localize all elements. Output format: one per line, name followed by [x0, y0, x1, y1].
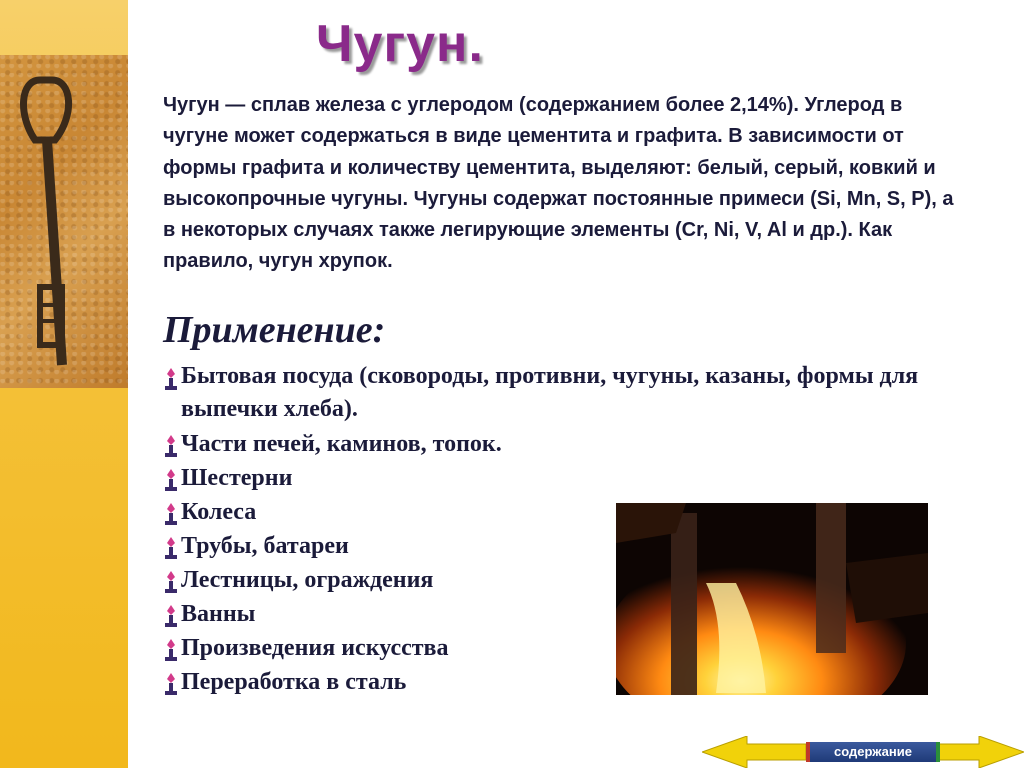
intro-paragraph: Чугун — сплав железа с углеродом (содержанием более 2,14%). Углерод в чугуне может содержаться в виде цементита и графита. В зависимости от формы графита и количеству цементита, выделяют: белый, серый, ковкий и высокопрочные чугуны. Чугуны содержат постоянные примеси (Si, Mn, S, P), а в некоторых случаях также легирующие элементы (Cr, Ni, V, Al и др.). Как правило, чугун хрупок.	[163, 94, 954, 273]
contents-button[interactable]: содержание	[806, 742, 940, 762]
cast-iron-key-photo	[0, 55, 128, 388]
bullet-icon	[163, 503, 179, 525]
bullet-icon	[163, 368, 179, 390]
list-item: Переработка в сталь	[163, 665, 923, 699]
bullet-icon	[163, 639, 179, 661]
list-item: Колеса	[163, 495, 923, 529]
bullet-icon	[163, 673, 179, 695]
navigation-bar	[702, 736, 1024, 768]
bullet-icon	[163, 605, 179, 627]
slide-title: Чугун.	[316, 15, 484, 73]
forward-arrow-icon	[936, 736, 1024, 768]
list-item: Трубы, батареи	[163, 529, 923, 563]
list-item: Лестницы, ограждения	[163, 563, 923, 597]
bullet-icon	[163, 435, 179, 457]
bullet-icon	[163, 469, 179, 491]
applications-heading: Применение:	[163, 309, 386, 351]
bullet-icon	[163, 571, 179, 593]
list-item: Произведения искусства	[163, 631, 923, 665]
bullet-icon	[163, 537, 179, 559]
list-item: Бытовая посуда (сковороды, противни, чугуны, казаны, формы для выпечки хлеба).	[163, 360, 923, 426]
molten-iron-furnace-photo	[616, 503, 928, 695]
back-arrow-icon	[702, 736, 806, 768]
list-item: Ванны	[163, 597, 923, 631]
list-item: Части печей, каминов, топок.	[163, 427, 923, 461]
list-item: Шестерни	[163, 461, 923, 495]
